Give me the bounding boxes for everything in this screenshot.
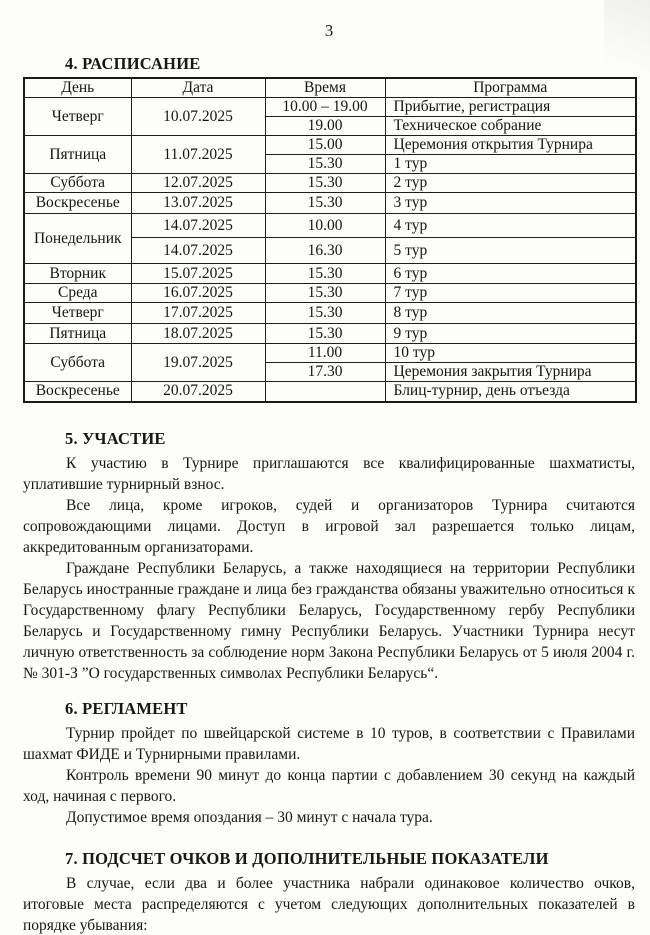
schedule-row: [24, 193, 636, 214]
program-cell: Техническое собрание: [385, 117, 636, 136]
day-cell: Среда: [24, 284, 131, 303]
time-cell: 10.00: [265, 214, 385, 238]
date-cell: 15.07.2025: [131, 264, 265, 284]
schedule-header-row: [24, 78, 636, 98]
date-cell: 14.07.2025: [131, 214, 265, 238]
time-cell: [265, 382, 385, 402]
time-cell: 15.30: [265, 324, 385, 344]
time-cell: 19.00: [265, 117, 385, 136]
date-cell: 17.07.2025: [131, 303, 265, 324]
date-cell: 12.07.2025: [131, 174, 265, 193]
day-cell: Четверг: [24, 303, 131, 324]
regulations-paragraph: Турнир пройдет по швейцарской системе в 10 туров, в соответствии с Правилами шахмат ФИДЕ и Турнирными правилами.: [23, 724, 635, 763]
section-heading-regulations: 6. РЕГЛАМЕНТ: [65, 698, 188, 718]
time-cell: 11.00: [265, 344, 385, 363]
day-cell: Пятница: [24, 136, 131, 174]
time-cell: 16.30: [265, 238, 385, 264]
program-cell: 3 тур: [385, 193, 636, 214]
program-cell: 8 тур: [385, 303, 636, 324]
day-cell: Суббота: [24, 344, 131, 382]
program-cell: 9 тур: [385, 324, 636, 344]
program-cell: Прибытие, регистрация: [385, 98, 636, 117]
day-cell: Воскресенье: [24, 193, 131, 214]
page-number: 3: [324, 21, 334, 40]
schedule-row: [24, 324, 636, 344]
section-heading-scoring: 7. ПОДСЧЕТ ОЧКОВ И ДОПОЛНИТЕЛЬНЫЕ ПОКАЗАТЕЛИ: [65, 848, 549, 868]
program-cell: 4 тур: [385, 214, 636, 238]
schedule-row: [24, 264, 636, 284]
date-cell: 13.07.2025: [131, 193, 265, 214]
date-cell: 11.07.2025: [131, 136, 265, 174]
column-header-date: Дата: [131, 78, 265, 98]
column-header-day: День: [24, 78, 131, 98]
time-cell: 15.30: [265, 193, 385, 214]
schedule-row: [24, 98, 636, 117]
date-cell: 19.07.2025: [131, 344, 265, 382]
schedule-row: [24, 284, 636, 303]
date-cell: 14.07.2025: [131, 238, 265, 264]
program-cell: 2 тур: [385, 174, 636, 193]
program-cell: Церемония открытия Турнира: [385, 136, 636, 155]
day-cell: Вторник: [24, 264, 131, 284]
scoring-paragraph: В случае, если два и более участника набрали одинаковое количество очков, итоговые места распределяются с учетом следующих дополнительных показателей в порядке убывания:: [23, 874, 635, 934]
participation-paragraph: К участию в Турнире приглашаются все квалифицированные шахматисты, уплатившие турнирный взнос.: [23, 454, 635, 493]
date-cell: 10.07.2025: [131, 98, 265, 136]
schedule-table: [23, 77, 637, 403]
column-header-time: Время: [265, 78, 385, 98]
column-header-program: Программа: [385, 78, 636, 98]
section-heading-participation: 5. УЧАСТИЕ: [65, 428, 166, 448]
program-cell: Церемония закрытия Турнира: [385, 363, 636, 382]
time-cell: 17.30: [265, 363, 385, 382]
day-cell: Понедельник: [24, 214, 131, 264]
program-cell: 7 тур: [385, 284, 636, 303]
time-cell: 15.30: [265, 284, 385, 303]
day-cell: Суббота: [24, 174, 131, 193]
section-heading-schedule: 4. РАСПИСАНИЕ: [65, 54, 201, 73]
schedule-row: [24, 214, 636, 238]
schedule-row: [24, 344, 636, 363]
regulations-paragraph: Допустимое время опоздания – 30 минут с начала тура.: [66, 808, 433, 826]
program-cell: 1 тур: [385, 155, 636, 174]
day-cell: Пятница: [24, 324, 131, 344]
time-cell: 10.00 – 19.00: [265, 98, 385, 117]
schedule-row: [24, 136, 636, 155]
schedule-row: [24, 303, 636, 324]
program-cell: Блиц-турнир, день отъезда: [385, 382, 636, 402]
participation-paragraph: Все лица, кроме игроков, судей и организаторов Турнира считаются сопровождающими лицами. Доступ в игровой зал разрешается только лицам, аккредитованным организаторами.: [23, 496, 635, 556]
schedule-row: [24, 174, 636, 193]
date-cell: 20.07.2025: [131, 382, 265, 402]
day-cell: Четверг: [24, 98, 131, 136]
time-cell: 15.30: [265, 264, 385, 284]
time-cell: 15.30: [265, 155, 385, 174]
participation-paragraph: Граждане Республики Беларусь, а также находящиеся на территории Республики Беларусь иностранные граждане и лица без гражданства обязаны уважительно относиться к Государственному флагу Республики Беларусь, Государственному гербу Республики Беларусь и Государственному гимну Республики Беларусь. Участники Турнира несут личную ответственность за соблюдение норм Закона Республики Беларусь от 5 июля 2004 г. № 301-З ”О государственных символах Республики Беларусь“.: [23, 559, 635, 682]
time-cell: 15.30: [265, 174, 385, 193]
regulations-paragraph: Контроль времени 90 минут до конца партии с добавлением 30 секунд на каждый ход, начиная с первого.: [23, 766, 635, 805]
program-cell: 10 тур: [385, 344, 636, 363]
program-cell: 6 тур: [385, 264, 636, 284]
day-cell: Воскресенье: [24, 382, 131, 402]
date-cell: 18.07.2025: [131, 324, 265, 344]
date-cell: 16.07.2025: [131, 284, 265, 303]
time-cell: 15.30: [265, 303, 385, 324]
program-cell: 5 тур: [385, 238, 636, 264]
time-cell: 15.00: [265, 136, 385, 155]
schedule-row: [24, 382, 636, 402]
